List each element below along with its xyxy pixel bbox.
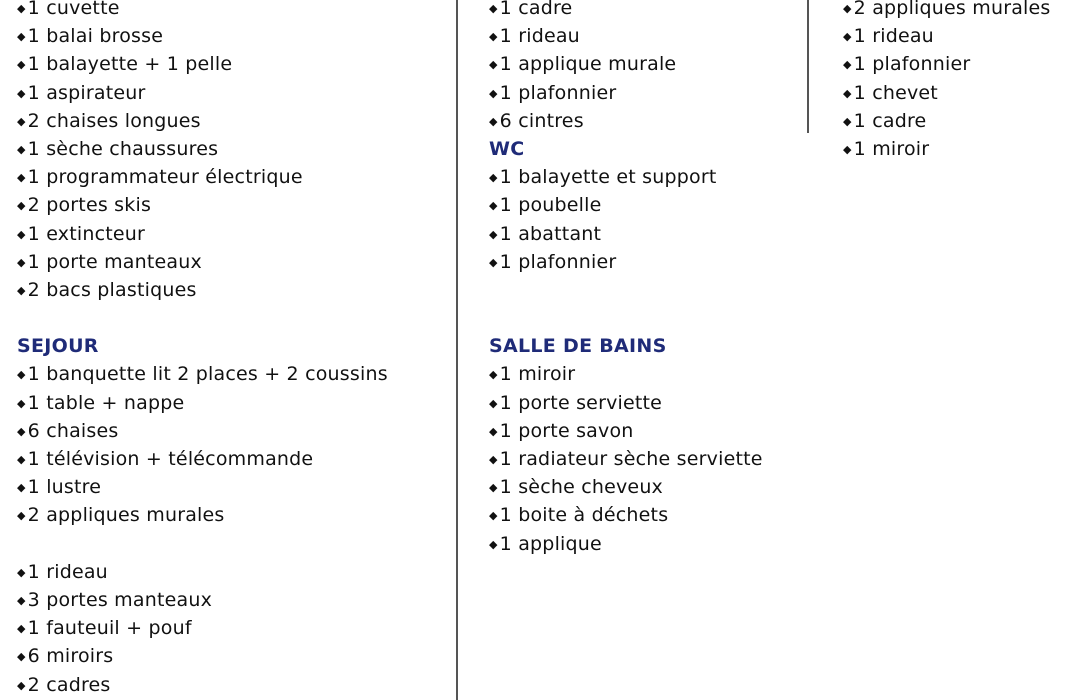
list-item-text: 2 bacs plastiques (27, 278, 197, 301)
list-item-text: 1 rideau (499, 25, 580, 48)
list-item-text: 1 sèche chaussures (27, 137, 219, 160)
list-item-text: 1 rideau (853, 25, 934, 48)
section-heading-wc: WC (489, 137, 525, 160)
bullet-diamond-icon: ◆ (489, 30, 498, 44)
list-item (17, 163, 447, 191)
bullet-diamond-icon: ◆ (17, 593, 26, 607)
list-item-text: 1 plafonnier (853, 53, 971, 76)
bullet-diamond-icon: ◆ (17, 424, 26, 438)
list-item (17, 389, 447, 417)
bullet-diamond-icon: ◆ (17, 622, 26, 636)
list-item (489, 220, 789, 248)
list-item (489, 22, 789, 50)
list-item (489, 107, 789, 135)
list-item (489, 445, 789, 473)
list-item-text: 1 cadre (853, 109, 927, 132)
list-item (489, 191, 789, 219)
sejour-list (17, 360, 447, 529)
list-item-text: 2 chaises longues (27, 109, 201, 132)
section-heading-sejour: SEJOUR (17, 335, 99, 358)
list-item (17, 360, 447, 388)
bullet-diamond-icon: ◆ (17, 368, 26, 382)
list-item-text: 1 plafonnier (499, 81, 617, 104)
list-item-text: 1 rideau (27, 560, 108, 583)
list-item (489, 389, 789, 417)
list-item (17, 107, 447, 135)
list-item (17, 220, 447, 248)
list-item (17, 191, 447, 219)
bullet-diamond-icon: ◆ (489, 114, 498, 128)
spacer (17, 304, 447, 332)
bullet-diamond-icon: ◆ (489, 255, 498, 269)
list-item (17, 614, 447, 642)
list-item-text: 2 appliques murales (853, 0, 1051, 19)
list-item (489, 0, 789, 22)
list-item (17, 79, 447, 107)
list-item-text: 1 aspirateur (27, 81, 146, 104)
bullet-diamond-icon: ◆ (843, 142, 852, 156)
list-item (489, 530, 789, 558)
list-item (17, 50, 447, 78)
bullet-diamond-icon: ◆ (489, 171, 498, 185)
bullet-diamond-icon: ◆ (843, 30, 852, 44)
list-item (17, 501, 447, 529)
bullet-diamond-icon: ◆ (17, 453, 26, 466)
wc-list (489, 163, 789, 276)
inventory-column-middle (489, 0, 789, 558)
list-item (843, 50, 1073, 78)
list-item-text: 1 fauteuil + pouf (27, 617, 192, 640)
list-item-text: 2 appliques murales (27, 504, 225, 527)
inventory-column-left (17, 0, 447, 699)
list-item (17, 135, 447, 163)
list-item-text: 1 table + nappe (27, 391, 185, 414)
spacer (489, 304, 789, 332)
list-item (17, 642, 447, 670)
list-item-text: 6 chaises (27, 419, 119, 442)
list-item (489, 473, 789, 501)
list-item (843, 135, 1073, 163)
list-item-text: 1 chevet (853, 81, 938, 104)
bullet-diamond-icon: ◆ (489, 227, 498, 241)
list-item-text: 1 abattant (499, 222, 602, 245)
bullet-diamond-icon: ◆ (489, 86, 498, 100)
salle-de-bains-list (489, 360, 789, 557)
list-item-text: 1 radiateur sèche serviette (499, 448, 763, 470)
bullet-diamond-icon: ◆ (17, 86, 26, 100)
list-item-text: 1 porte serviette (499, 391, 663, 414)
bullet-diamond-icon: ◆ (489, 537, 498, 551)
bullet-diamond-icon: ◆ (843, 2, 852, 15)
bullet-diamond-icon: ◆ (17, 509, 26, 523)
bullet-diamond-icon: ◆ (17, 171, 26, 185)
bullet-diamond-icon: ◆ (489, 58, 498, 72)
list-item (843, 79, 1073, 107)
bullet-diamond-icon: ◆ (17, 2, 26, 15)
list-item (489, 50, 789, 78)
inventory-column-right (843, 0, 1073, 163)
list-item-text: 1 programmateur électrique (27, 166, 303, 189)
list-item-text: 1 télévision + télécommande (27, 448, 314, 470)
list-item-text: 2 cadres (27, 673, 111, 696)
bullet-diamond-icon: ◆ (17, 30, 26, 44)
bullet-diamond-icon: ◆ (489, 2, 498, 15)
list-item (489, 79, 789, 107)
bullet-diamond-icon: ◆ (17, 255, 26, 269)
list-item-text: 1 miroir (853, 137, 930, 160)
list-item (489, 501, 789, 529)
list-item (17, 445, 447, 473)
bullet-diamond-icon: ◆ (489, 396, 498, 410)
list-item-text: 2 portes skis (27, 194, 152, 217)
spacer (489, 276, 789, 304)
list-item-text: 1 porte manteaux (27, 250, 202, 273)
column-divider-left (456, 0, 458, 700)
list-item (843, 22, 1073, 50)
list-item-text: 1 extincteur (27, 222, 146, 245)
entree-list (17, 0, 447, 304)
list-item (17, 671, 447, 699)
list-item-text: 1 balayette et support (499, 166, 717, 189)
bullet-diamond-icon: ◆ (489, 199, 498, 213)
section-heading-salle-de-bains: SALLE DE BAINS (489, 335, 667, 358)
bullet-diamond-icon: ◆ (17, 114, 26, 128)
list-item-text: 1 poubelle (499, 194, 602, 217)
list-item-text: 1 boite à déchets (499, 504, 669, 527)
list-item-text: 1 cadre (499, 0, 573, 19)
column-divider-right (807, 0, 809, 133)
list-item-text: 3 portes manteaux (27, 588, 213, 611)
list-item (17, 22, 447, 50)
list-item-text: 1 applique murale (499, 53, 677, 76)
bullet-diamond-icon: ◆ (17, 227, 26, 241)
list-item-text: 1 balai brosse (27, 25, 164, 48)
bullet-diamond-icon: ◆ (843, 86, 852, 100)
bullet-diamond-icon: ◆ (489, 368, 498, 382)
bullet-diamond-icon: ◆ (489, 424, 498, 438)
bullet-diamond-icon: ◆ (17, 58, 26, 72)
middle-top-list (489, 0, 789, 135)
list-item-text: 1 banquette lit 2 places + 2 coussins (27, 363, 388, 386)
list-item (17, 473, 447, 501)
bullet-diamond-icon: ◆ (17, 650, 26, 664)
right-top-list (843, 0, 1073, 163)
list-item (843, 0, 1073, 22)
list-item (489, 163, 789, 191)
bullet-diamond-icon: ◆ (17, 565, 26, 579)
bullet-diamond-icon: ◆ (489, 481, 498, 495)
sejour-list-continued (17, 558, 447, 699)
list-item-text: 6 cintres (499, 109, 584, 132)
spacer (17, 530, 447, 558)
bullet-diamond-icon: ◆ (489, 509, 498, 523)
list-item (17, 417, 447, 445)
list-item (489, 417, 789, 445)
list-item (489, 248, 789, 276)
bullet-diamond-icon: ◆ (17, 481, 26, 495)
list-item-text: 1 sèche cheveux (499, 476, 664, 499)
list-item-text: 1 lustre (27, 476, 102, 499)
bullet-diamond-icon: ◆ (843, 114, 852, 128)
bullet-diamond-icon: ◆ (17, 199, 26, 213)
list-item-text: 1 cuvette (27, 0, 120, 19)
list-item-text: 1 balayette + 1 pelle (27, 53, 233, 76)
list-item (17, 586, 447, 614)
bullet-diamond-icon: ◆ (17, 283, 26, 297)
list-item (489, 360, 789, 388)
bullet-diamond-icon: ◆ (17, 142, 26, 156)
list-item-text: 6 miroirs (27, 645, 114, 668)
bullet-diamond-icon: ◆ (17, 678, 26, 692)
bullet-diamond-icon: ◆ (17, 396, 26, 410)
list-item-text: 1 applique (499, 532, 602, 555)
list-item (17, 248, 447, 276)
list-item-text: 1 plafonnier (499, 250, 617, 273)
list-item (17, 276, 447, 304)
bullet-diamond-icon: ◆ (489, 453, 498, 466)
list-item-text: 1 miroir (499, 363, 576, 386)
list-item (17, 558, 447, 586)
list-item (843, 107, 1073, 135)
list-item (17, 0, 447, 22)
bullet-diamond-icon: ◆ (843, 58, 852, 72)
list-item-text: 1 porte savon (499, 419, 634, 442)
